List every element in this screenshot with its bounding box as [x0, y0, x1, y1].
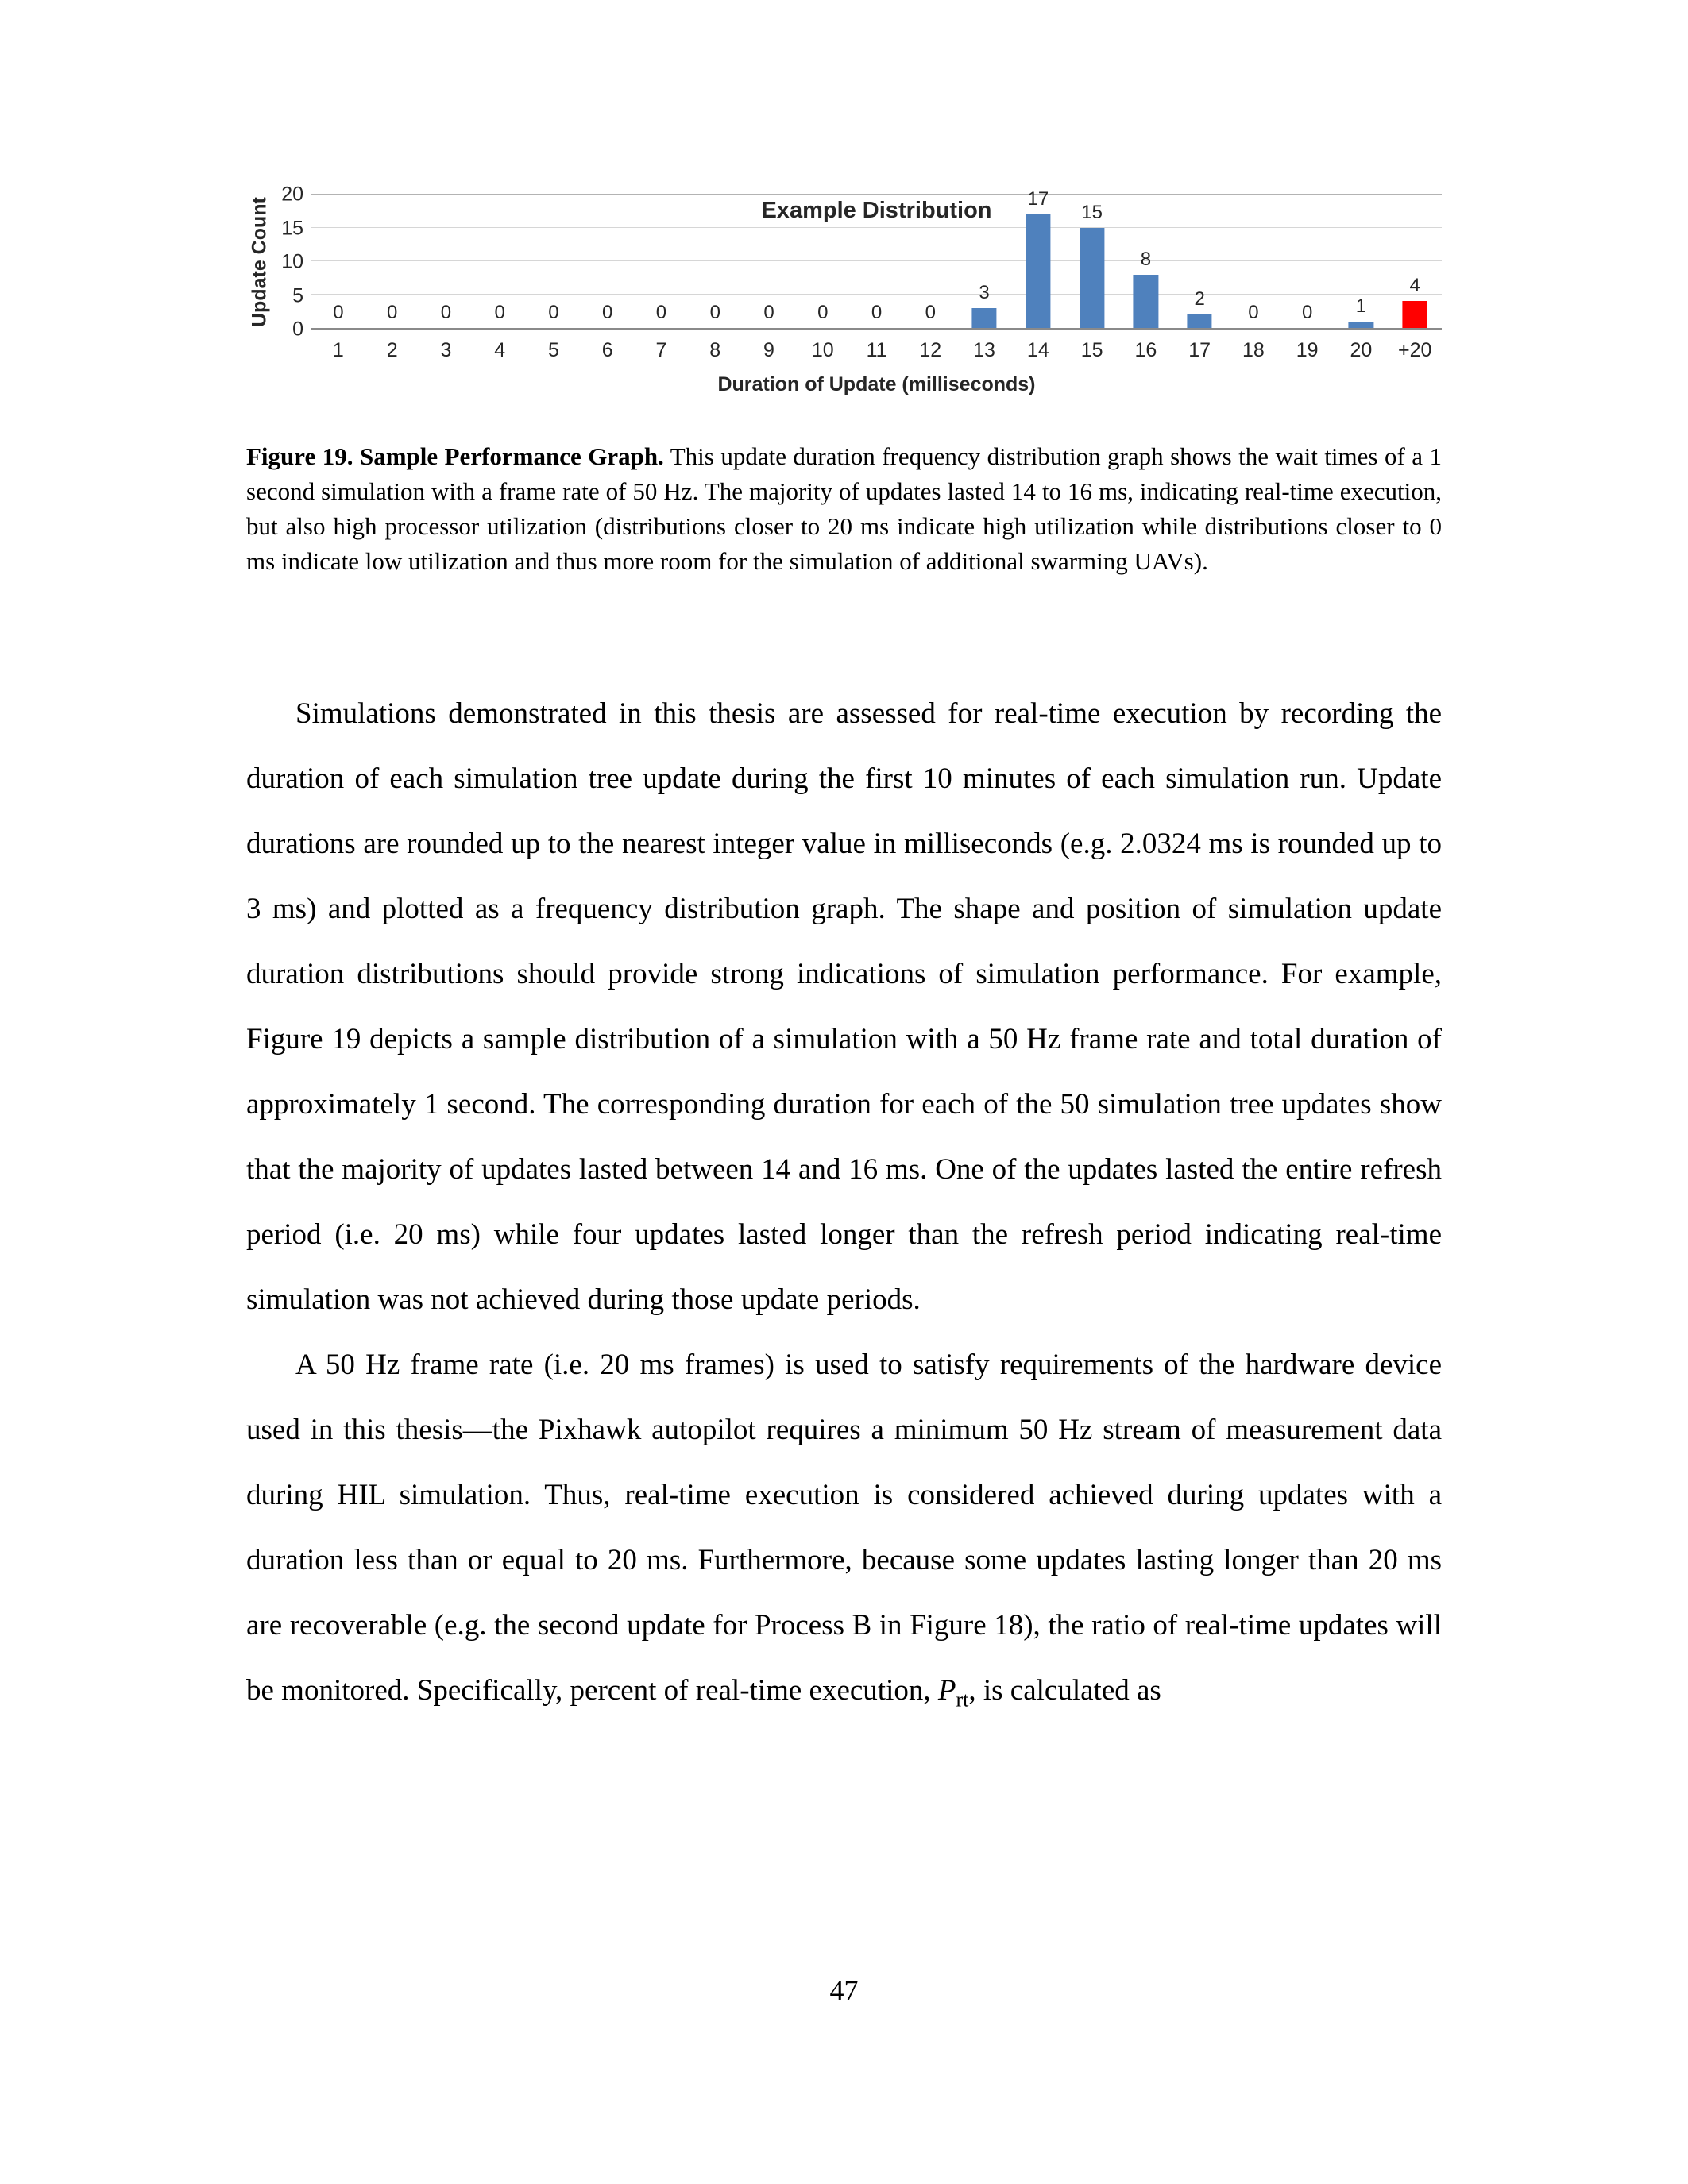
- x-tick-label: 2: [386, 339, 398, 361]
- figure-caption-text: This update duration frequency distribution graph shows the wait times of a 1 second simulation with a frame rate of 50 Hz. The majority of updates lasted 14 to 16 ms, indicating real-time execution, but also high processor utilization (distributions closer to 20 ms indicate high utilization while distributions closer to 0 ms indicate low utilization and thus more room for the simulation of additional swarming UAVs).: [246, 442, 1442, 575]
- y-tick-label: 20: [281, 183, 303, 206]
- x-tick-label: 5: [547, 339, 559, 361]
- math-subscript-rt: rt: [956, 1688, 969, 1711]
- x-tick-label: 3: [440, 339, 452, 361]
- chart-bar: [1080, 228, 1104, 328]
- x-tick-label: 7: [655, 339, 667, 361]
- y-tick-label: 15: [281, 217, 303, 239]
- x-tick-label: 6: [601, 339, 613, 361]
- bar-value-label: 0: [494, 302, 505, 323]
- x-tick-label: 4: [494, 339, 506, 361]
- bar-value-label: 4: [1409, 275, 1420, 297]
- x-tick-label: 15: [1080, 339, 1103, 361]
- bar-value-label: 0: [386, 302, 398, 323]
- chart-columns: [311, 188, 1442, 328]
- bar-value-label: 15: [1081, 202, 1103, 223]
- bar-value-label: 0: [333, 302, 344, 323]
- x-tick-label: 14: [1026, 339, 1049, 361]
- bar-value-label: 2: [1194, 288, 1205, 311]
- x-tick-labels: [311, 339, 1442, 362]
- math-variable-P: P: [937, 1674, 956, 1707]
- body-paragraph-1: Simulations demonstrated in this thesis are assessed for real-time execution by recording the duration of each simulation tree update during the first 10 minutes of each simulation run. Update durations are rounded up to the nearest integer value in milliseconds (e.g. 2.0324 ms is rounded up to 3 ms) and plotted as a frequency distribution graph. The shape and position of simulation update duration distributions should provide strong indications of simulation performance. For example, Figure 19 depicts a sample distribution of a simulation with a 50 Hz frame rate and total duration of approximately 1 second. The corresponding duration for each of the 50 simulation tree updates show that the majority of updates lasted between 14 and 16 ms. One of the updates lasted the entire refresh period (i.e. 20 ms) while four updates lasted longer than the refresh period indicating real-time simulation was not achieved during those update periods.: [246, 697, 1442, 1316]
- bar-value-label: 0: [655, 302, 667, 323]
- bar-value-label: 0: [871, 302, 883, 323]
- y-tick-label: 0: [292, 318, 303, 341]
- body-paragraph-2: [246, 1333, 1442, 1723]
- x-tick-label: 16: [1134, 339, 1157, 361]
- bar-value-label: 0: [602, 302, 613, 323]
- bar-value-label: 0: [1248, 302, 1259, 323]
- y-tick-label: 10: [281, 250, 303, 273]
- chart-bar: [1349, 322, 1373, 328]
- bar-value-label: 0: [1301, 302, 1313, 323]
- y-tick-label: 5: [292, 284, 303, 307]
- x-tick-label: 18: [1242, 339, 1265, 361]
- chart-plot-area: [311, 188, 1442, 330]
- bar-value-label: 3: [979, 281, 990, 303]
- chart-column: [1388, 195, 1442, 328]
- paragraph-2-text-end: , is calculated as: [968, 1674, 1161, 1707]
- x-tick-label: 17: [1188, 339, 1211, 361]
- bar-value-label: 0: [709, 302, 720, 323]
- bar-value-label: 17: [1027, 188, 1049, 210]
- chart-column: [957, 195, 1011, 328]
- y-axis-label: Update Count: [248, 197, 271, 327]
- figure-caption: [246, 439, 1442, 579]
- chart-bar: [971, 308, 996, 328]
- x-tick-label: 19: [1296, 339, 1319, 361]
- bar-value-label: 1: [1355, 295, 1367, 317]
- figure-caption-lead: Figure 19. Sample Performance Graph.: [246, 442, 664, 470]
- x-tick-label: 10: [811, 339, 834, 361]
- chart-bar: [1026, 214, 1050, 328]
- x-tick-label: 11: [866, 339, 887, 361]
- body-text: [246, 681, 1442, 1723]
- performance-chart: [246, 183, 1442, 396]
- figure-19-block: [246, 183, 1442, 579]
- chart-bar: [1188, 314, 1212, 328]
- bar-value-label: 0: [925, 302, 936, 323]
- bar-value-label: 8: [1140, 248, 1152, 270]
- x-tick-label: 1: [332, 339, 344, 361]
- x-tick-label: 9: [763, 339, 774, 361]
- chart-column: [903, 195, 957, 328]
- chart-bar: [1403, 301, 1427, 328]
- chart-title: Example Distribution: [761, 198, 992, 223]
- x-tick-label: 8: [709, 339, 721, 361]
- bar-value-label: 0: [763, 302, 774, 323]
- x-tick-label: 12: [919, 339, 942, 361]
- chart-bar: [1134, 275, 1158, 328]
- x-tick-label: 20: [1350, 339, 1373, 361]
- chart-plot-stack: [311, 188, 1442, 396]
- x-axis-label: Duration of Update (milliseconds): [717, 373, 1036, 396]
- chart-column: [1335, 195, 1389, 328]
- paragraph-2-text: A 50 Hz frame rate (i.e. 20 ms frames) is used to satisfy requirements of the hardware device used in this thesis—the Pixhawk autopilot requires a minimum 50 Hz stream of measurement data during HIL simulation. Thus, real-time execution is considered achieved during updates with a duration less than or equal to 20 ms. Furthermore, because some updates lasting longer than 20 ms are recoverable (e.g. the second update for Process B in Figure 18), the ratio of real-time updates will be monitored. Specifically, percent of real-time execution,: [246, 1349, 1442, 1707]
- page-number: 47: [829, 1974, 859, 2006]
- bar-value-label: 0: [548, 302, 559, 323]
- bar-value-label: 0: [817, 302, 829, 323]
- x-tick-label: 13: [973, 339, 995, 361]
- bar-value-label: 0: [440, 302, 452, 323]
- x-tick-label: +20: [1397, 339, 1432, 361]
